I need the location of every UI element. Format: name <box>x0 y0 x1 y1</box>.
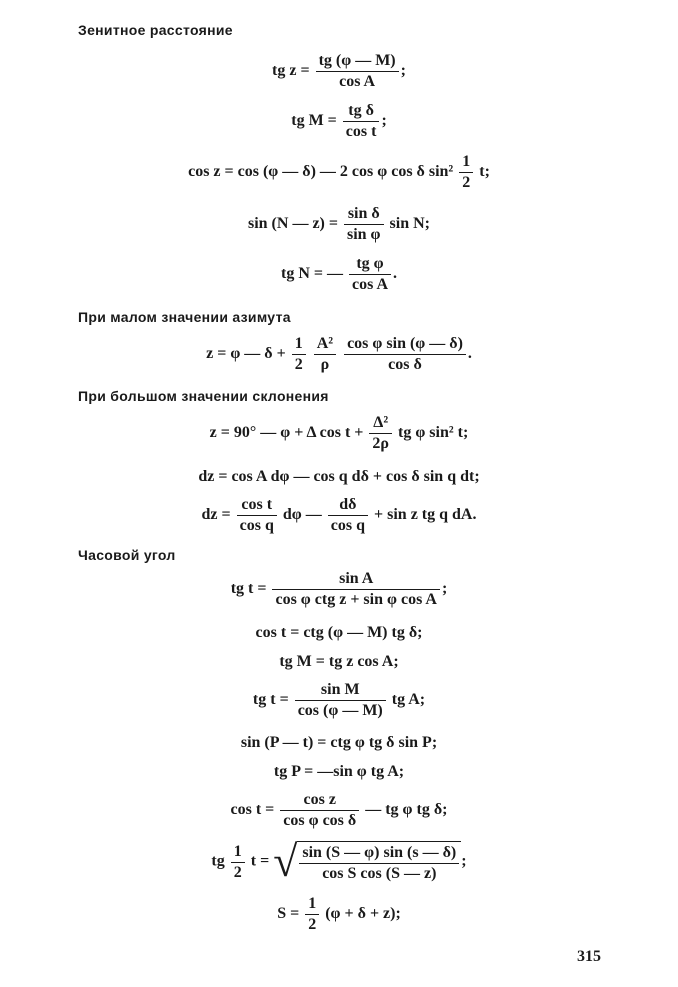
denominator: 2 <box>294 356 303 373</box>
fraction <box>299 844 459 883</box>
eq-lhs: tg t = <box>252 691 289 709</box>
fraction <box>314 335 336 374</box>
equation-hour-1 <box>0 570 678 609</box>
denominator: cos φ cos δ <box>283 812 357 829</box>
equation-hour-4 <box>0 681 678 720</box>
fraction <box>316 52 399 91</box>
radical-sign-icon: √ <box>273 837 298 886</box>
radicand <box>297 841 461 883</box>
eq-text: dφ — <box>278 506 326 524</box>
fraction-half <box>459 153 473 192</box>
eq-text: (φ + δ + z); <box>321 905 401 923</box>
numerator: 1 <box>231 843 245 863</box>
equation-hour-8 <box>0 837 678 886</box>
denominator: cos φ ctg z + sin φ cos A <box>275 591 437 608</box>
equation-zenith-5 <box>0 255 678 294</box>
eq-text: sin N; <box>385 215 430 233</box>
equation-zenith-4 <box>0 205 678 244</box>
equation-zenith-2 <box>0 102 678 141</box>
denominator: cos q <box>239 517 274 534</box>
equation-hour-6: tg P = —sin φ tg A; <box>273 763 405 780</box>
denominator: cos A <box>339 73 376 90</box>
denominator: cos A <box>352 276 388 293</box>
numerator: sin δ <box>344 205 384 225</box>
denominator: cos δ <box>388 356 422 373</box>
eq-end: ; <box>461 852 467 870</box>
fraction <box>328 496 368 535</box>
numerator: sin M <box>295 681 386 701</box>
section-heading-zenith-distance: Зенитное расстояние <box>78 22 233 38</box>
denominator: sin φ <box>346 226 381 243</box>
denominator: cos q <box>330 517 365 534</box>
eq-lhs: tg t = <box>230 580 267 598</box>
page-number: 315 <box>577 948 601 965</box>
numerator: A² <box>314 335 336 355</box>
equation-large-declination-2: dz = cos A dφ — cos q dδ + cos δ sin q dt; <box>198 468 480 485</box>
eq-lhs: tg M = <box>291 112 337 130</box>
numerator: 1 <box>459 153 473 173</box>
denominator: 2 <box>233 863 242 881</box>
eq-lhs: tg N = — <box>281 265 343 283</box>
square-root <box>273 837 461 886</box>
fraction <box>344 205 384 244</box>
denominator: cos (φ — M) <box>297 702 383 719</box>
fraction <box>292 335 306 374</box>
denominator: 2ρ <box>372 435 389 452</box>
eq-lhs: dz = <box>201 506 231 524</box>
equation-zenith-1 <box>0 52 678 91</box>
equation-hour-3: tg M = tg z cos A; <box>279 653 399 670</box>
eq-lhs: tg z = <box>272 62 310 80</box>
eq-text: cos z = cos (φ — δ) — 2 cos φ cos δ sin² <box>188 163 458 181</box>
eq-lhs: sin (N — z) = <box>247 215 338 233</box>
denominator: ρ <box>320 356 330 373</box>
denominator: cos S cos (S — z) <box>322 865 437 882</box>
section-heading-large-declination: При большом значении склонения <box>78 388 329 404</box>
eq-text: tg A; <box>387 691 426 709</box>
eq-text: + sin z tg q dA. <box>370 506 477 524</box>
eq-end: ; <box>381 112 387 130</box>
equation-small-azimuth <box>0 335 678 374</box>
fraction-half <box>231 843 245 882</box>
numerator: dδ <box>328 496 368 516</box>
eq-end: ; <box>441 580 448 598</box>
equation-large-declination-1 <box>0 414 678 453</box>
eq-lhs: S = <box>277 905 300 923</box>
denominator: cos t <box>345 123 377 140</box>
eq-text: z = φ — δ + <box>206 345 290 363</box>
numerator: tg (φ — M) <box>316 52 399 72</box>
equation-zenith-3 <box>0 153 678 192</box>
fraction <box>272 570 440 609</box>
eq-end: . <box>393 265 397 283</box>
eq-end: ; <box>400 62 406 80</box>
fraction <box>280 791 359 830</box>
eq-text: — tg φ tg δ; <box>361 801 448 819</box>
fraction <box>295 681 386 720</box>
eq-lhs: cos t = <box>230 801 275 819</box>
eq-text: z = 90° — φ + Δ cos t + <box>209 424 368 442</box>
equation-hour-2: cos t = ctg (φ — M) tg δ; <box>255 624 423 641</box>
fraction <box>305 895 319 934</box>
eq-end: . <box>467 345 472 363</box>
numerator: tg δ <box>343 102 380 122</box>
fraction <box>344 335 466 374</box>
eq-text: tg φ sin² t; <box>393 424 469 442</box>
eq-text: t = <box>246 852 270 870</box>
numerator: 1 <box>305 895 319 915</box>
numerator: tg φ <box>349 255 391 275</box>
numerator: sin (S — φ) sin (s — δ) <box>299 844 459 864</box>
numerator: cos t <box>237 496 277 516</box>
denominator: 2 <box>308 916 317 933</box>
numerator: cos φ sin (φ — δ) <box>344 335 466 355</box>
numerator: Δ² <box>369 414 392 434</box>
fraction <box>349 255 391 294</box>
fraction <box>369 414 392 453</box>
eq-text: t; <box>475 163 490 181</box>
numerator: cos z <box>280 791 359 811</box>
numerator: 1 <box>292 335 306 355</box>
numerator: sin A <box>272 570 440 590</box>
section-heading-small-azimuth: При малом значении азимута <box>78 309 291 325</box>
equation-hour-9 <box>0 895 678 934</box>
equation-large-declination-3 <box>0 496 678 535</box>
section-heading-hour-angle: Часовой угол <box>78 547 176 563</box>
denominator: 2 <box>462 174 471 191</box>
fraction <box>343 102 380 141</box>
equation-hour-7 <box>0 791 678 830</box>
equation-hour-5: sin (P — t) = ctg φ tg δ sin P; <box>240 734 438 751</box>
eq-text: tg <box>211 852 229 870</box>
fraction <box>237 496 277 535</box>
